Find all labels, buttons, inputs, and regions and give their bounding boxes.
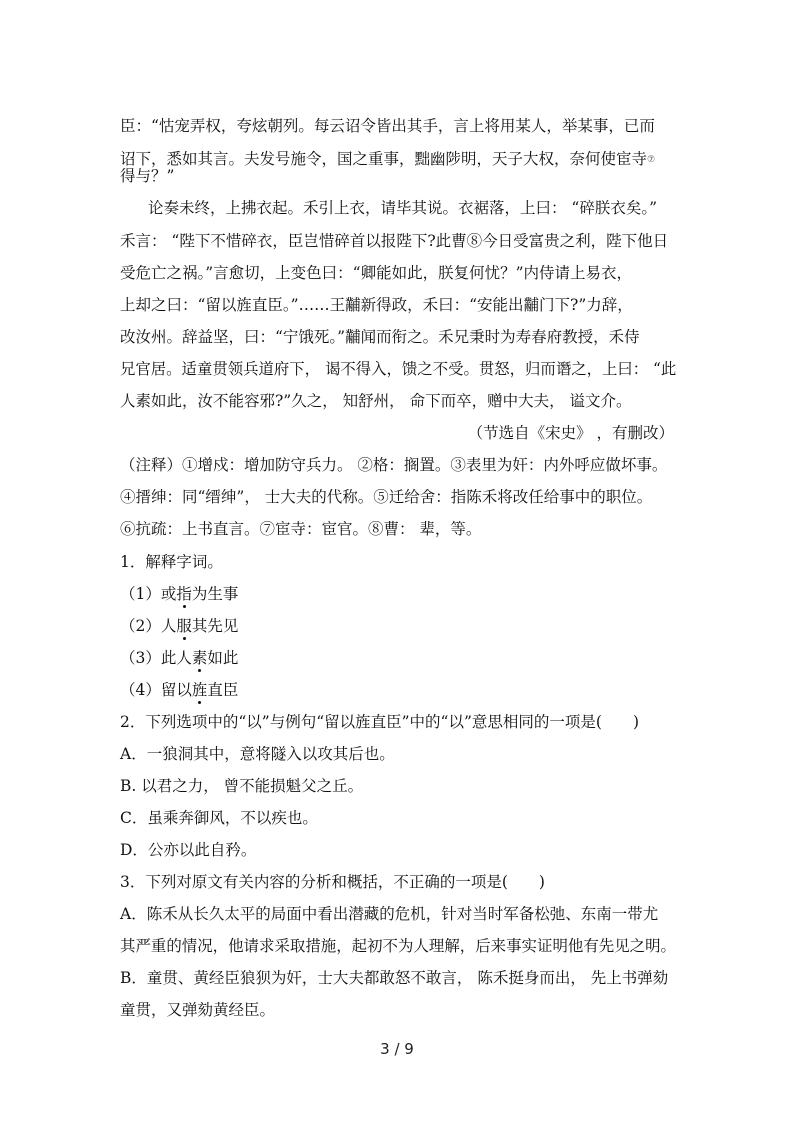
passage-source: （节选自《宋史》 ，有删改） — [467, 424, 674, 442]
question-2-option-a: A．一狼洞其中，意将隧入以攻其后也。 — [120, 745, 395, 763]
question-2-option-d: D．公亦以此自矜。 — [120, 841, 257, 859]
passage-line-1: 臣：“怙宠弄权，夸炫朝列。每云诏令皆出其手，言上将用某人，举某事，已而 — [120, 117, 655, 135]
item-number: （3） — [120, 649, 161, 667]
passage-line-9: 兄官居。适童贯领兵道府下， 谒不得入，馈之不受。贯怒，归而谮之，上曰： “此 — [120, 360, 677, 378]
item-text: 为生事 — [191, 585, 239, 603]
passage-line-10: 人素如此，汝不能容邪?”久之， 知舒州， 命下而卒，赠中大夫， 谥文介。 — [120, 392, 632, 410]
passage-line-2-text: 诏下，悉如其言。夫发号施令，国之重事，黜幽陟明，天子大权，奈何使宦寺 — [120, 150, 648, 168]
item-text: 或 — [160, 585, 177, 603]
question-1-item — [120, 616, 238, 636]
item-number: （4） — [120, 681, 161, 699]
notes-line-2: ④搢绅：同“缙绅”， 士大夫的代称。⑤迁给舍：指陈禾将改任给事中的职位。 — [120, 488, 653, 506]
question-2-option-c: C．虽乘奔御风，不以疾也。 — [120, 809, 318, 827]
question-2-stem: 2．下列选项中的“以”与例句“留以旌直臣”中的“以”意思相同的一项是( ) — [120, 713, 640, 731]
passage-line-2 — [120, 149, 655, 170]
emphasized-char: 旌 — [191, 681, 208, 699]
passage-line-8: 改汝州。辞益坚，曰：“宁饿死。”黼闻而衔之。禾兄秉时为寿春府教授，禾侍 — [120, 328, 640, 346]
item-text: 如此 — [207, 649, 239, 667]
question-3-option-a-line-1: A．陈禾从长久太平的局面中看出潜藏的危机，针对当时军备松弛、东南一带尤 — [120, 905, 659, 923]
passage-line-3: 得与？” — [120, 167, 175, 185]
emphasized-char: 指 — [176, 585, 192, 603]
item-text: 留以 — [160, 681, 192, 699]
question-1-item — [120, 584, 238, 604]
item-number: （2） — [120, 617, 161, 635]
question-3-option-b-line-2: 童贯，又弹劾黄经臣。 — [120, 1001, 276, 1019]
question-1-item — [120, 680, 238, 700]
question-3-option-b-line-1: B．童贯、黄经臣狼狈为奸，士大夫都敢怒不敢言， 陈禾挺身而出， 先上书弹劾 — [120, 969, 669, 987]
passage-line-4: 论奏未终，上拂衣起。禾引上衣，请毕其说。衣裾落，上曰： “碎朕衣矣。” — [148, 199, 658, 217]
footnote-marker: ⑦ — [647, 155, 656, 165]
page-number: 3 / 9 — [380, 1040, 414, 1058]
question-3-stem: 3．下列对原文有关内容的分析和概括，不正确的一项是( ) — [120, 873, 545, 891]
passage-line-6: 受危亡之祸。”言愈切，上变色曰：“卿能如此，朕复何忧？”内侍请上易衣， — [120, 264, 633, 282]
question-1-stem: 1．解释字词。 — [120, 553, 223, 571]
item-text: 直臣 — [207, 681, 239, 699]
question-3-option-a-line-2: 其严重的情况，他请求采取措施，起初不为人理解，后来事实证明他有先见之明。 — [120, 937, 677, 955]
emphasized-char: 素 — [191, 649, 208, 667]
passage-line-5: 禾言： “陛下不惜碎衣，臣岂惜碎首以报陛下?此曹⑧今日受富贵之利，陛下他日 — [120, 232, 669, 250]
item-number: （1） — [120, 585, 161, 603]
notes-line-1: （注释）①增戍：增加防守兵力。 ②格：搁置。③表里为奸：内外呼应做坏事。 — [120, 456, 668, 474]
passage-line-7: 上却之曰：“留以旌直臣。”……王黼新得政，禾曰：“安能出黼门下?”力辞， — [120, 296, 633, 314]
emphasized-char: 服 — [176, 617, 192, 635]
item-text: 其先见 — [191, 617, 239, 635]
item-text: 人 — [160, 617, 177, 635]
question-1-item — [120, 648, 238, 668]
question-2-option-b: B. 以君之力， 曾不能损魁父之丘。 — [120, 777, 364, 795]
item-text: 此人 — [160, 649, 192, 667]
notes-line-3: ⑥抗疏：上书直言。⑦宦寺：宦官。⑧曹： 辈，等。 — [120, 520, 482, 538]
